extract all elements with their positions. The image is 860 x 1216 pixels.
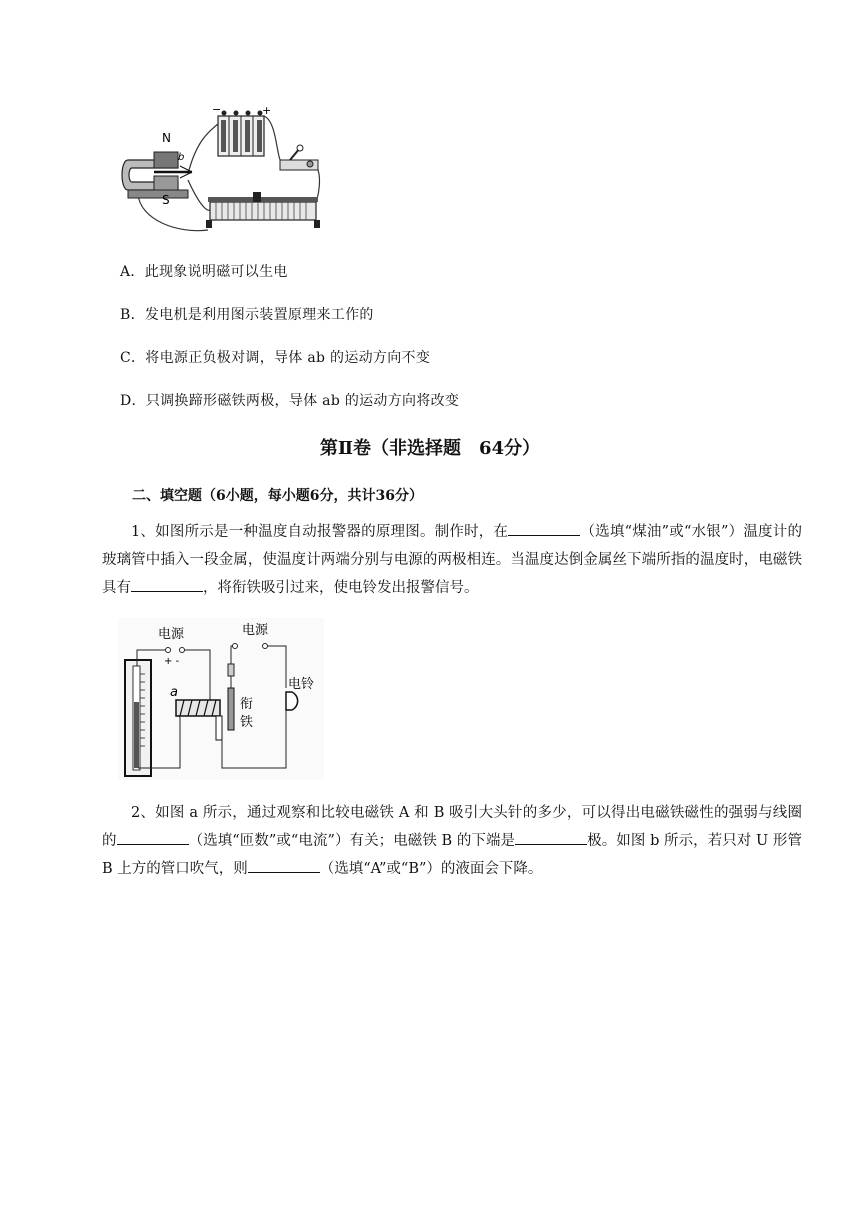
figure-motor-circuit [118,102,330,242]
question-2 [102,799,802,883]
power-right-label: 电源 [242,623,269,638]
q2-blank-1[interactable] [117,830,189,845]
q1-text-3: ，将衔铁吸引过来，使电铃发出报警信号。 [203,580,479,596]
option-d: D．只调换蹄形磁铁两极，导体 ab 的运动方向将改变 [120,393,460,409]
label-a: a [170,685,178,700]
q2-text-3: 极。如图 b 所示，若只对 U 形管 B 上方的管口吹气，则 [102,833,802,877]
option-a: A．此现象说明磁可以生电 [120,264,288,280]
q2-blank-2[interactable] [515,830,587,845]
conductor-b-label: b [178,152,185,163]
q2-text-1: 2、如图 a 所示，通过观察和比较电磁铁 A 和 B 吸引大头针的多少，可以得出电磁铁磁性的强弱与线圈的 [102,805,802,849]
q2-text-2: （选填“匝数”或“电流”）有关；电磁铁 B 的下端是 [188,833,516,849]
option-b: B．发电机是利用图示装置原理来工作的 [120,307,374,323]
q1-blank-1[interactable] [508,521,580,536]
power-polarity-label: + - [164,656,180,667]
q1-text-2: （选填“煤油”或“水银”）温度计的玻璃管中插入一段金属，使温度计两端分别与电源的两极相连。当温度达倒金属丝下端所指的温度时，电磁铁具有 [102,524,802,596]
magnet-s-label: S [162,193,170,207]
bell-label: 电铃 [288,677,315,692]
q1-blank-2[interactable] [131,577,203,592]
armature-label-1: 衔 [240,697,254,712]
figure-temperature-alarm [118,618,324,780]
q2-text-4: （选填“A”或“B”）的液面会下降。 [319,861,543,877]
q1-text-1: 1、如图所示是一种温度自动报警器的原理图。制作时，在 [131,524,509,540]
option-c: C．将电源正负极对调，导体 ab 的运动方向不变 [120,350,431,366]
question-1 [102,518,802,602]
q2-blank-3[interactable] [248,858,320,873]
section-title: 第Ⅱ卷（非选择题 64分） [319,438,541,459]
battery-minus-label: − [212,103,222,116]
battery-plus-label: + [262,104,272,117]
power-left-label: 电源 [158,627,185,642]
armature-label-2: 铁 [240,715,254,730]
section-heading: 二、填空题（6小题，每小题6分，共计36分） [132,488,423,504]
magnet-n-label: N [162,131,171,145]
